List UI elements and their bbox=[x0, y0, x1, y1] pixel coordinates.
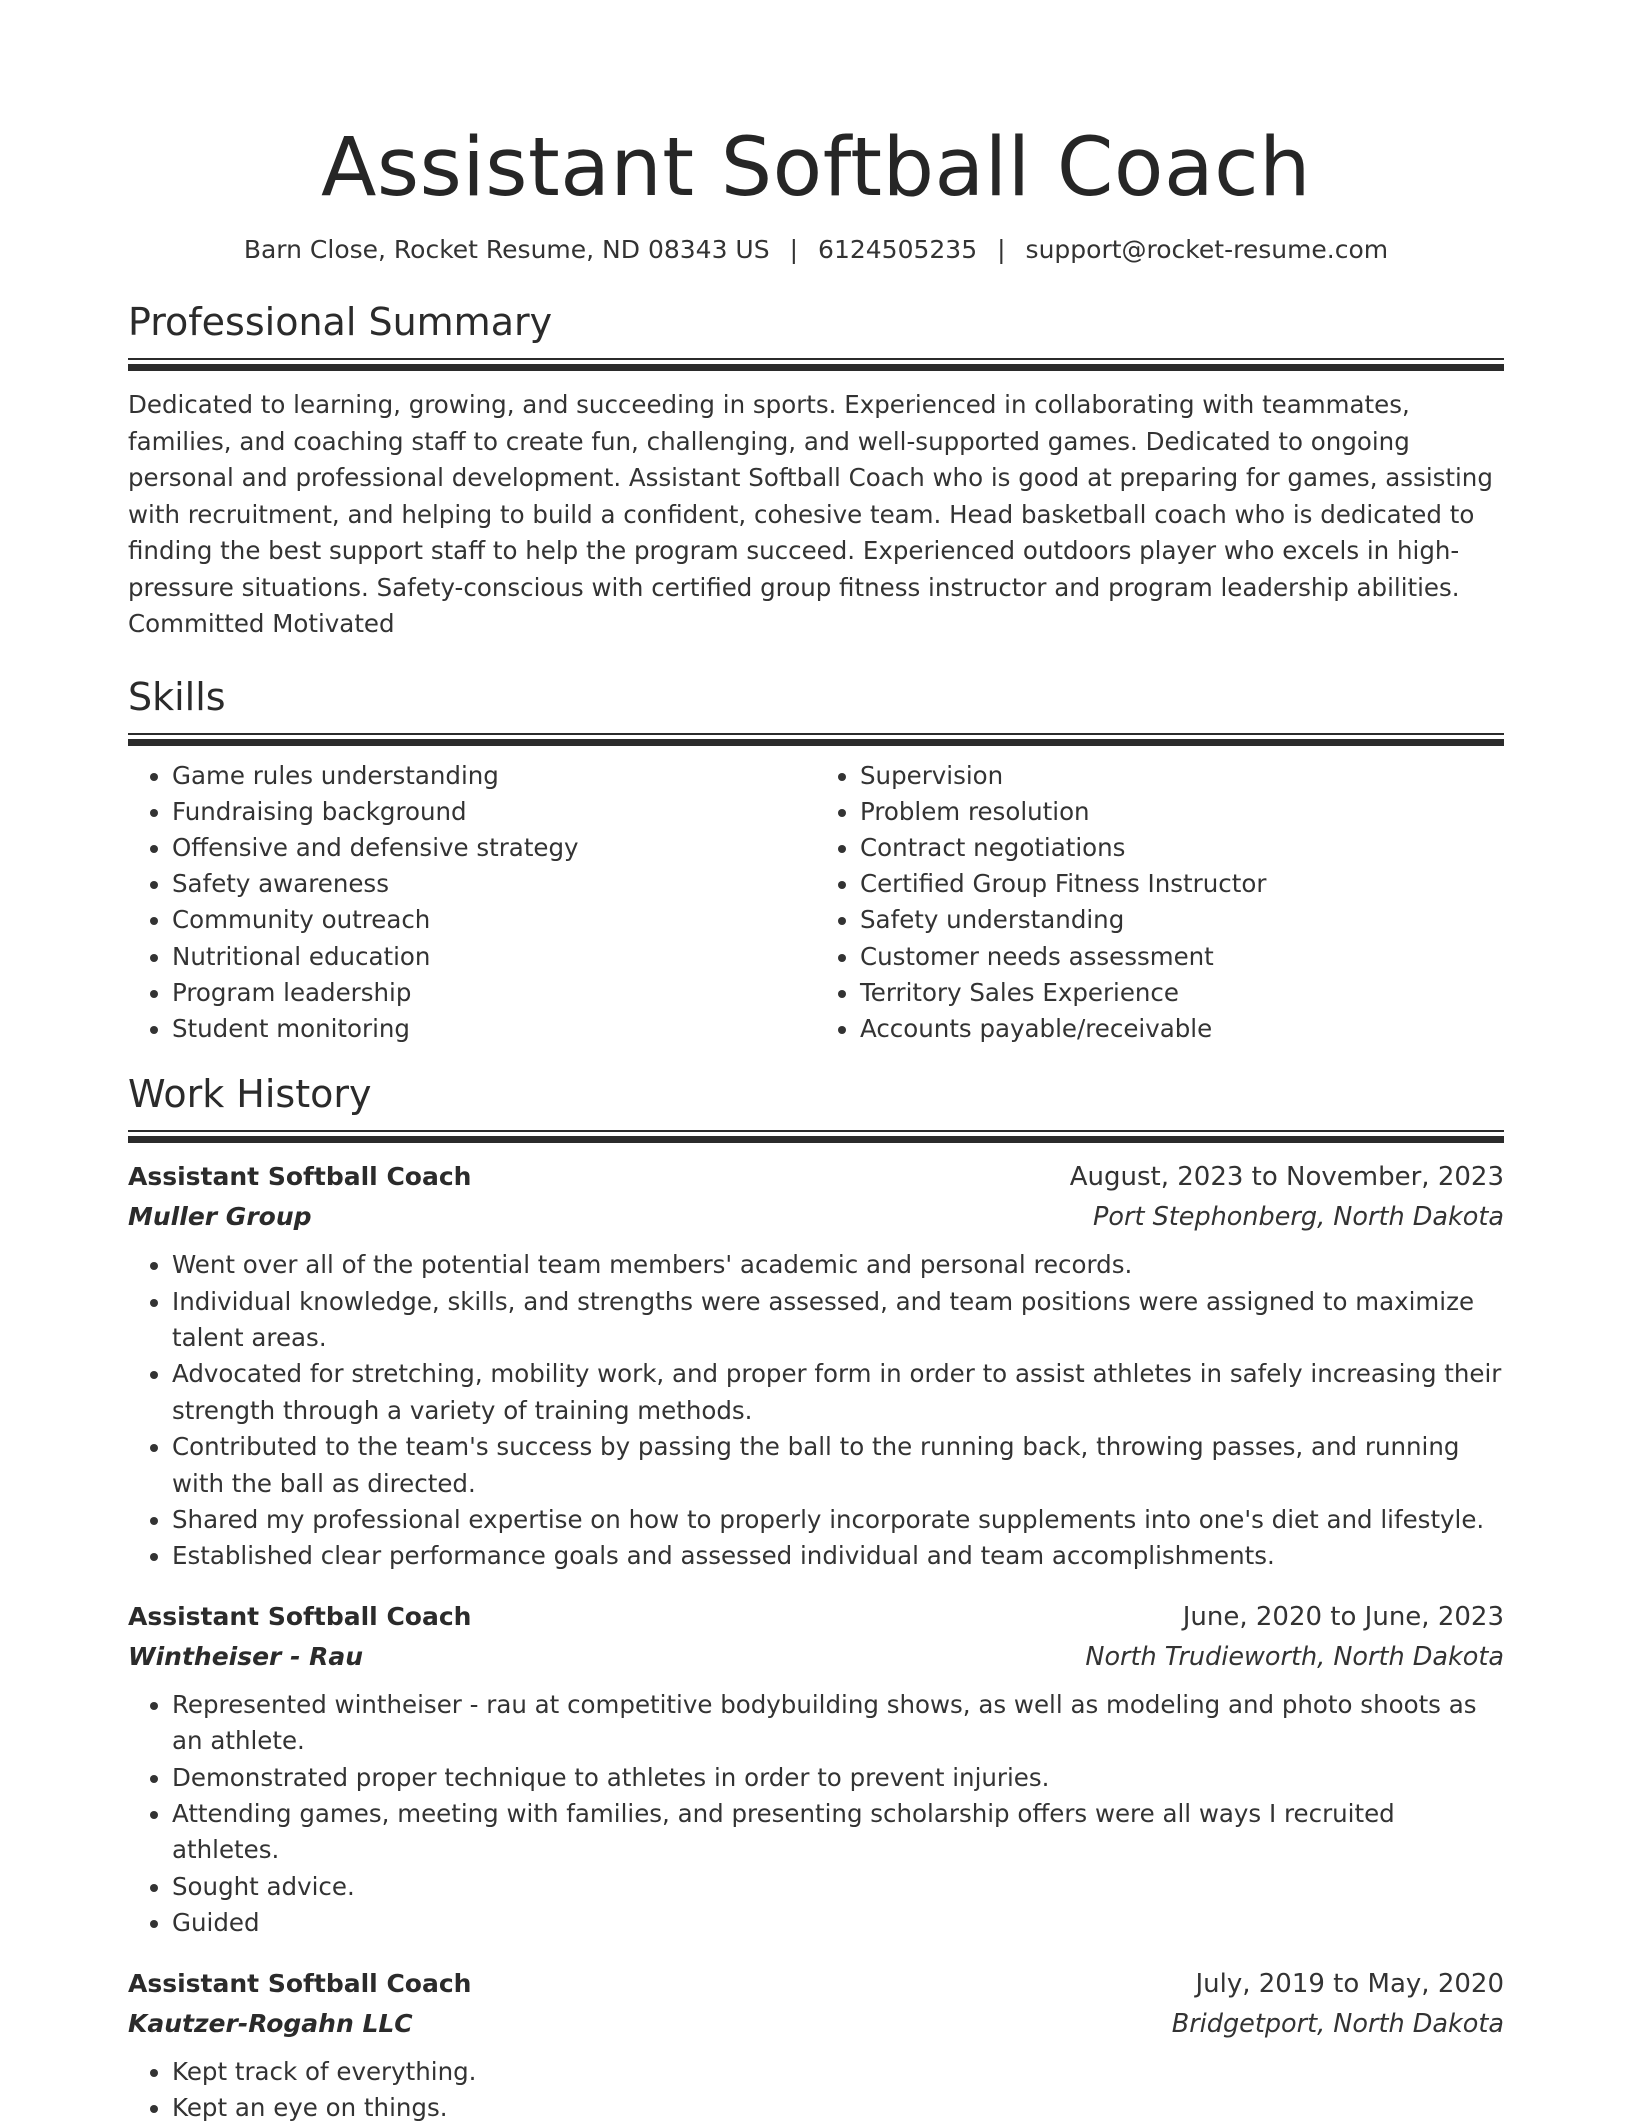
skill-item: • Contract negotiations bbox=[860, 830, 1504, 866]
job-bullet: • Established clear performance goals and assessed individual and team accomplishments. bbox=[172, 1538, 1504, 1574]
skill-item: • Program leadership bbox=[172, 975, 816, 1011]
job-bullet: • Individual knowledge, skills, and strengths were assessed, and team positions were assigned to maximize talent areas. bbox=[172, 1284, 1504, 1357]
job-subheader-row bbox=[128, 1197, 1504, 1237]
job-entry bbox=[128, 1597, 1504, 1942]
job-title: Assistant Softball Coach bbox=[128, 1601, 472, 1631]
job-bullet: • Went over all of the potential team members' academic and personal records. bbox=[172, 1247, 1504, 1283]
job-company: Muller Group bbox=[128, 1202, 312, 1232]
job-entry bbox=[128, 1964, 1504, 2126]
summary-section bbox=[128, 297, 1504, 643]
job-bullets bbox=[128, 1247, 1504, 1575]
skill-item: • Fundraising background bbox=[172, 794, 816, 830]
skill-item: • Problem resolution bbox=[860, 794, 1504, 830]
job-dates: August, 2023 to November, 2023 bbox=[1069, 1162, 1504, 1193]
job-company: Wintheiser - Rau bbox=[128, 1641, 364, 1671]
contact-separator: | bbox=[789, 235, 799, 264]
skill-item: • Offensive and defensive strategy bbox=[172, 830, 816, 866]
skills-columns bbox=[128, 758, 1504, 1048]
job-bullets bbox=[128, 2054, 1504, 2126]
section-divider bbox=[128, 358, 1504, 371]
skill-item: • Accounts payable/receivable bbox=[860, 1011, 1504, 1047]
skill-item: • Nutritional education bbox=[172, 939, 816, 975]
skill-item: • Safety understanding bbox=[860, 902, 1504, 938]
job-bullet: • Advocated for stretching, mobility work, and proper form in order to assist athletes in safely increasing their strength through a variety of training methods. bbox=[172, 1356, 1504, 1429]
job-header-row bbox=[128, 1964, 1504, 2004]
skills-list-right bbox=[816, 758, 1504, 1048]
contact-line bbox=[128, 232, 1504, 268]
job-title: Assistant Softball Coach bbox=[128, 1162, 472, 1192]
job-subheader-row bbox=[128, 2004, 1504, 2044]
job-company: Kautzer-Rogahn LLC bbox=[128, 2008, 413, 2038]
job-bullet: • Sought advice. bbox=[172, 1869, 1504, 1905]
job-bullet: • Shared my professional expertise on how to properly incorporate supplements into one's diet and lifestyle. bbox=[172, 1502, 1504, 1538]
job-header-row bbox=[128, 1597, 1504, 1637]
job-bullet: • Guided bbox=[172, 1905, 1504, 1941]
job-bullet: • Kept track of everything. bbox=[172, 2054, 1504, 2090]
skills-heading: Skills bbox=[128, 674, 226, 719]
skill-item: • Supervision bbox=[860, 758, 1504, 794]
work-history-section bbox=[128, 1069, 1504, 2126]
skill-item: • Certified Group Fitness Instructor bbox=[860, 866, 1504, 902]
work-history-heading: Work History bbox=[128, 1072, 372, 1117]
summary-text: Dedicated to learning, growing, and succeeding in sports. Experienced in collaborating with teammates, families, and coaching staff to create fun, challenging, and well-supported games. Dedicated to ongoing personal and professional development. Assistant Softball Coach who is good at preparing for games, assisting with recruitment, and helping to build a confident, cohesive team. Head basketball coach who is dedicated to finding the best support staff to help the program succeed. Experienced outdoors player who excels in high-pressure situations. Safety-conscious with certified group fitness instructor and program leadership abilities. Committed Motivated bbox=[128, 390, 1493, 638]
job-location: North Trudieworth, North Dakota bbox=[1085, 1641, 1504, 1672]
section-divider bbox=[128, 1130, 1504, 1143]
contact-email: support@rocket-resume.com bbox=[1025, 235, 1389, 264]
job-location: Bridgetport, North Dakota bbox=[1171, 2008, 1504, 2039]
job-bullets bbox=[128, 1687, 1504, 1942]
job-entry bbox=[128, 1157, 1504, 1575]
contact-address: Barn Close, Rocket Resume, ND 08343 US bbox=[243, 235, 770, 264]
skills-list-left bbox=[128, 758, 816, 1048]
skill-item: • Customer needs assessment bbox=[860, 939, 1504, 975]
job-bullet: • Represented wintheiser - rau at competitive bodybuilding shows, as well as modeling and photo shoots as an athlete. bbox=[172, 1687, 1504, 1760]
job-dates: July, 2019 to May, 2020 bbox=[1195, 1968, 1504, 1999]
skill-item: • Territory Sales Experience bbox=[860, 975, 1504, 1011]
job-bullet: • Contributed to the team's success by passing the ball to the running back, throwing passes, and running with the ball as directed. bbox=[172, 1429, 1504, 1502]
contact-phone: 6124505235 bbox=[818, 235, 978, 264]
section-divider bbox=[128, 733, 1504, 746]
resume-title: Assistant Softball Coach bbox=[320, 121, 1311, 215]
skill-item: • Community outreach bbox=[172, 902, 816, 938]
job-bullet: • Attending games, meeting with families, and presenting scholarship offers were all ways I recruited athletes. bbox=[172, 1796, 1504, 1869]
job-bullet: • Demonstrated proper technique to athletes in order to prevent injuries. bbox=[172, 1760, 1504, 1796]
job-header-row bbox=[128, 1157, 1504, 1197]
skill-item: • Safety awareness bbox=[172, 866, 816, 902]
skill-item: • Student monitoring bbox=[172, 1011, 816, 1047]
skills-section bbox=[128, 672, 1504, 1048]
job-location: Port Stephonberg, North Dakota bbox=[1093, 1202, 1504, 1233]
summary-heading: Professional Summary bbox=[128, 300, 553, 344]
job-bullet: • Kept an eye on things. bbox=[172, 2090, 1504, 2126]
skill-item: • Game rules understanding bbox=[172, 758, 816, 794]
job-dates: June, 2020 to June, 2023 bbox=[1182, 1601, 1504, 1632]
job-subheader-row bbox=[128, 1637, 1504, 1677]
contact-separator: | bbox=[997, 235, 1006, 264]
job-title: Assistant Softball Coach bbox=[128, 1968, 472, 1998]
